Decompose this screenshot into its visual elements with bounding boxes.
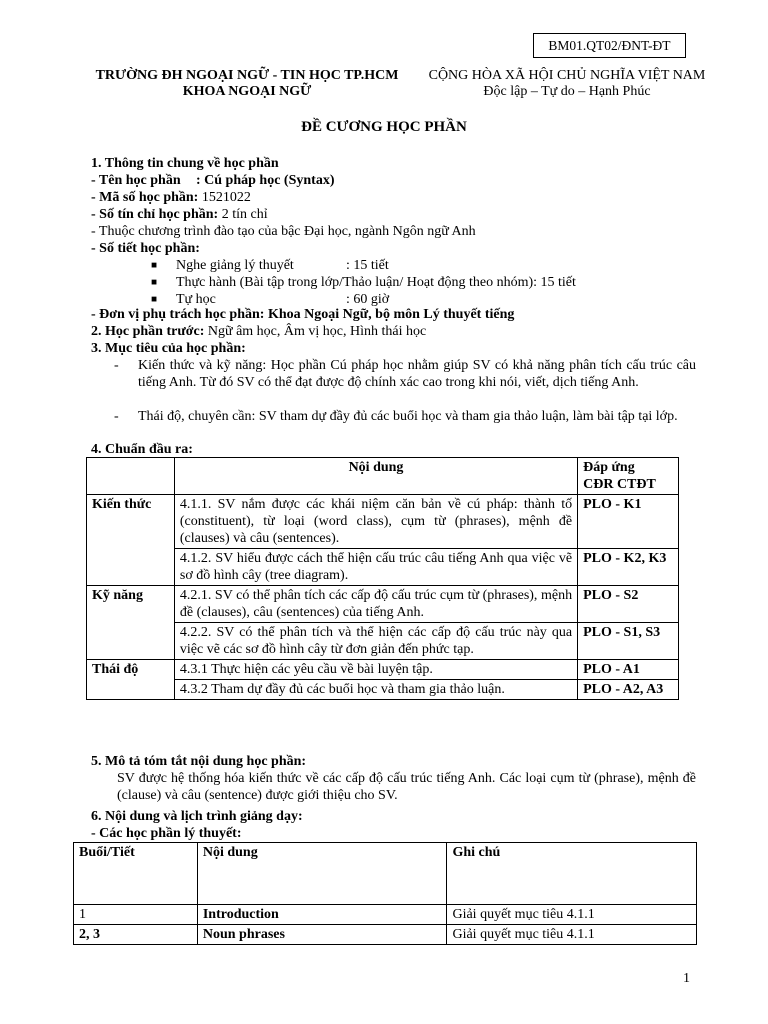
outcome-content: 4.3.2 Tham dự đầy đủ các buổi học và tham gia thảo luận. (174, 680, 577, 700)
section6-subheading: - Các học phần lý thuyết: (91, 826, 242, 841)
column-header-content: Nội dung (174, 458, 577, 495)
outcome-plo: PLO - K1 (578, 495, 679, 549)
dash-marker: - (114, 409, 119, 424)
periods-label: - Số tiết học phần: (91, 241, 200, 256)
note-cell: Giải quyết mục tiêu 4.1.1 (447, 925, 697, 945)
column-header-plo-line1: Đáp ứng (583, 460, 635, 475)
table-row (87, 623, 679, 660)
period-item-lecture: Nghe giảng lý thuyết (176, 258, 294, 273)
course-summary: SV được hệ thống hóa kiến thức về các cấp độ cấu trúc tiếng Anh. Các loại cụm từ (phrase), mệnh đề (clause) và câu (sentence) được giới thiệu cho SV. (117, 771, 696, 803)
group-label-knowledge: Kiến thức (87, 495, 175, 586)
course-name-label: - Tên học phần (91, 173, 181, 188)
section1-heading: 1. Thông tin chung về học phần (91, 156, 279, 171)
schedule-table (73, 842, 697, 945)
column-header-plo (578, 458, 679, 495)
course-code-line (91, 189, 251, 206)
prerequisite-label: 2. Học phần trước: (91, 324, 205, 339)
section3-heading: 3. Mục tiêu của học phần: (91, 341, 246, 356)
table-row (87, 680, 679, 700)
bullet-icon: ■ (151, 294, 158, 305)
section5-heading: 5. Mô tả tóm tắt nội dung học phần: (91, 754, 307, 769)
session-cell: 1 (74, 905, 198, 925)
outcome-content: 4.1.1. SV nắm được các khái niệm căn bản về cú pháp: thành tố (constituent), từ loại (word class), cụm từ (phrases), mệnh đề (clauses) và câu (sentences). (174, 495, 577, 549)
content-cell: Introduction (197, 905, 447, 925)
dash-marker: - (114, 358, 119, 373)
period-item-lecture-value: : 15 tiết (346, 258, 389, 273)
objective-item: Kiến thức và kỹ năng: Học phần Cú pháp học nhằm giúp SV có khả năng phân tích cấu trúc câu tiếng Anh. Từ đó SV có thể đạt được độ chính xác cao trong khi nói, viết, dịch tiếng Anh. (138, 358, 696, 390)
outcome-content: 4.1.2. SV hiểu được cách thể hiện cấu trúc câu tiếng Anh qua việc vẽ sơ đồ hình cây (tree diagram). (174, 549, 577, 586)
document-title: ĐỀ CƯƠNG HỌC PHẦN (301, 119, 467, 135)
page-number: 1 (683, 971, 690, 986)
column-header-note: Ghi chú (447, 843, 697, 905)
section4-heading: 4. Chuẩn đầu ra: (91, 442, 193, 457)
form-code-box: BM01.QT02/ĐNT-ĐT (533, 33, 686, 58)
table-row (87, 586, 679, 623)
table-header-row (87, 458, 679, 495)
outcome-content: 4.3.1 Thực hiện các yêu cầu về bài luyện tập. (174, 660, 577, 680)
credits-line (91, 206, 268, 223)
credits-value: 2 tín chỉ (218, 207, 268, 222)
unit-value: Khoa Ngoại Ngữ, bộ môn Lý thuyết tiếng (264, 307, 515, 322)
session-cell: 2, 3 (74, 925, 198, 945)
outcome-plo: PLO - A1 (578, 660, 679, 680)
prerequisite-value: Ngữ âm học, Âm vị học, Hình thái học (204, 324, 427, 339)
table-row (87, 495, 679, 549)
national-subtitle: Độc lập – Tự do – Hạnh Phúc (483, 84, 651, 99)
outcome-plo: PLO - A2, A3 (578, 680, 679, 700)
note-cell: Giải quyết mục tiêu 4.1.1 (447, 905, 697, 925)
outcome-plo: PLO - S2 (578, 586, 679, 623)
table-row (74, 925, 697, 945)
column-header-session: Buổi/Tiết (74, 843, 198, 905)
national-motto: CỘNG HÒA XÃ HỘI CHỦ NGHĨA VIỆT NAM (428, 68, 706, 83)
course-name-value: : Cú pháp học (Syntax) (196, 173, 335, 188)
table-row (74, 905, 697, 925)
bullet-icon: ■ (151, 260, 158, 271)
group-label-skills: Kỹ năng (87, 586, 175, 660)
outcome-content: 4.2.1. SV có thể phân tích các cấp độ cấu trúc cụm từ (phrases), mệnh đề (clauses), câu (sentences) của tiếng Anh. (174, 586, 577, 623)
prerequisite-line (91, 323, 426, 340)
credits-label: - Số tín chỉ học phần: (91, 207, 219, 222)
objective-item: Thái độ, chuyên cần: SV tham dự đầy đủ các buổi học và tham gia thảo luận, làm bài tập tại lớp. (138, 409, 678, 424)
course-code-label: - Mã số học phần: (91, 190, 199, 205)
table-row (87, 549, 679, 586)
bullet-icon: ■ (151, 277, 158, 288)
table-cell (87, 458, 175, 495)
unit-label: - Đơn vị phụ trách học phần: (91, 307, 265, 322)
school-name: TRƯỜNG ĐH NGOẠI NGỮ - TIN HỌC TP.HCM (95, 68, 399, 83)
outcome-plo: PLO - K2, K3 (578, 549, 679, 586)
column-header-plo-line2: CĐR CTĐT (583, 477, 656, 492)
faculty-name: KHOA NGOẠI NGỮ (182, 84, 312, 99)
table-row (87, 660, 679, 680)
outcome-plo: PLO - S1, S3 (578, 623, 679, 660)
column-header-content: Nội dung (197, 843, 447, 905)
content-cell: Noun phrases (197, 925, 447, 945)
program-line: - Thuộc chương trình đào tạo của bậc Đại học, ngành Ngôn ngữ Anh (91, 224, 476, 239)
period-item-practice: Thực hành (Bài tập trong lớp/Thảo luận/ Hoạt động theo nhóm): 15 tiết (176, 275, 576, 290)
section6-heading: 6. Nội dung và lịch trình giảng dạy: (91, 809, 303, 824)
course-code-value: 1521022 (198, 190, 251, 205)
outcome-content: 4.2.2. SV có thể phân tích và thể hiện các cấp độ cấu trúc này qua việc vẽ các sơ đồ hình cây từ đơn giản đến phức tạp. (174, 623, 577, 660)
table-header-row (74, 843, 697, 905)
learning-outcomes-table (86, 457, 679, 700)
period-item-selfstudy-value: : 60 giờ (346, 292, 390, 307)
unit-line (91, 306, 514, 323)
group-label-attitude: Thái độ (87, 660, 175, 700)
period-item-selfstudy: Tự học (176, 292, 216, 307)
